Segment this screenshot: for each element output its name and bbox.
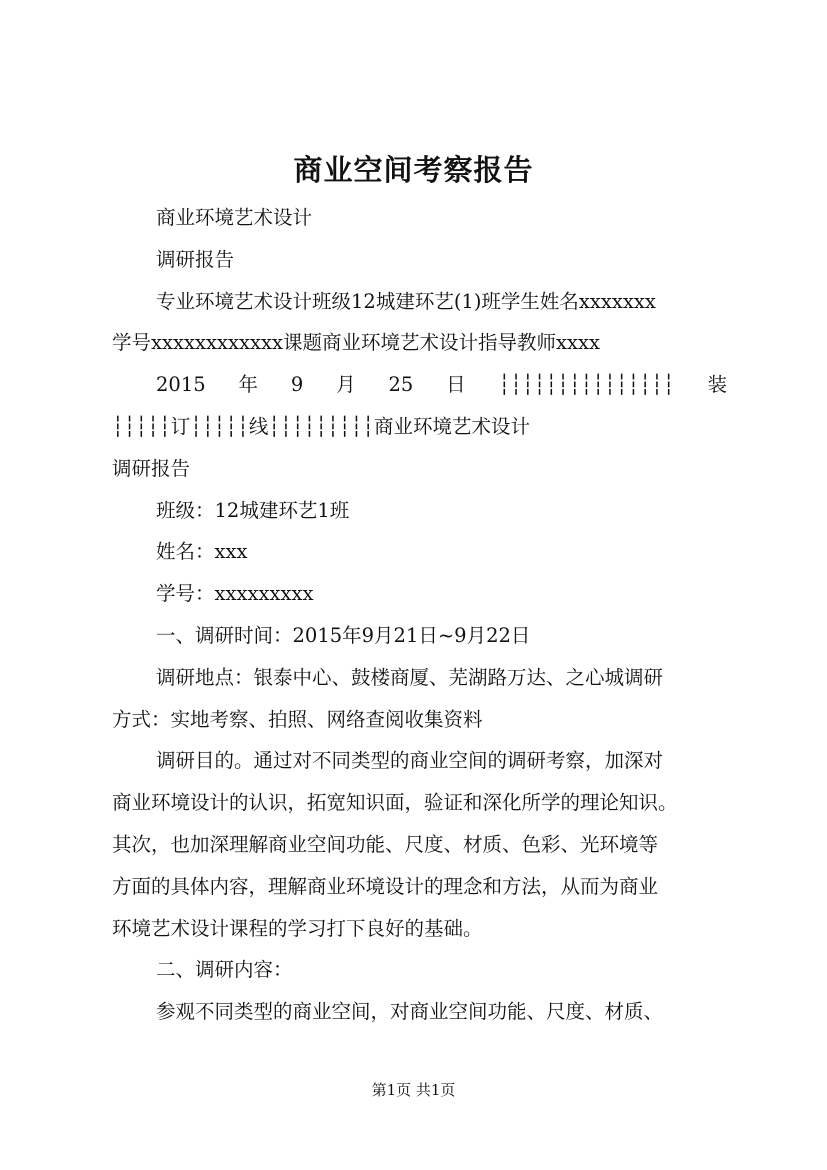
- paragraph-line: 方面的具体内容，理解商业环境设计的理念和方法，从而为商业: [112, 874, 659, 898]
- paragraph-line: 参观不同类型的商业空间，对商业空间功能、尺度、材质、: [156, 1000, 664, 1024]
- paragraph-line: 调研报告: [156, 247, 235, 271]
- paragraph-line: 环境艺术设计课程的学习打下良好的基础。: [112, 916, 483, 940]
- date-year: 2015: [156, 373, 206, 397]
- paragraph-line: ┆┆┆┆┆订┆┆┆┆┆线┆┆┆┆┆┆┆┆┆商业环境艺术设计: [112, 414, 531, 438]
- name-field: 姓名：xxx: [156, 540, 248, 564]
- binding-label: 装: [707, 373, 727, 397]
- paragraph-line: 调研地点：银泰中心、鼓楼商厦、芜湖路万达、之心城调研: [156, 665, 664, 689]
- paragraph-line: 其次，也加深理解商业空间功能、尺度、材质、色彩、光环境等: [112, 832, 659, 856]
- paragraph-line: 调研报告: [112, 456, 191, 480]
- paragraph-line: 方式：实地考察、拍照、网络查阅收集资料: [112, 707, 483, 731]
- page-footer: 第1页 共1页: [371, 1081, 456, 1099]
- paragraph-line: 商业环境艺术设计: [156, 206, 313, 229]
- paragraph-line: 调研目的。通过对不同类型的商业空间的调研考察，加深对: [156, 749, 664, 773]
- date-day: 25: [388, 373, 414, 397]
- date-day-unit: 日: [446, 373, 466, 397]
- date-month: 9: [290, 373, 304, 397]
- date-month-unit: 月: [336, 373, 356, 397]
- date-year-unit: 年: [238, 373, 258, 397]
- paragraph-line: 商业环境设计的认识，拓宽知识面，验证和深化所学的理论知识。: [112, 791, 678, 815]
- paragraph-line: 学号xxxxxxxxxxxx课题商业环境艺术设计指导教师xxxx: [112, 331, 600, 355]
- date-line: [112, 364, 727, 406]
- document-body: [112, 197, 727, 1033]
- student-id-field: 学号：xxxxxxxxx: [156, 582, 314, 606]
- section-heading: 一、调研时间：2015年9月21日~9月22日: [156, 623, 531, 647]
- document-title: 商业空间考察报告: [293, 153, 534, 187]
- paragraph-line: 专业环境艺术设计班级12城建环艺(1)班学生姓名xxxxxxx: [156, 289, 656, 313]
- binding-marks: ┆┆┆┆┆┆┆┆┆┆┆┆┆┆┆: [498, 373, 675, 397]
- class-field: 班级：12城建环艺1班: [156, 498, 350, 522]
- section-heading: 二、调研内容：: [156, 958, 293, 982]
